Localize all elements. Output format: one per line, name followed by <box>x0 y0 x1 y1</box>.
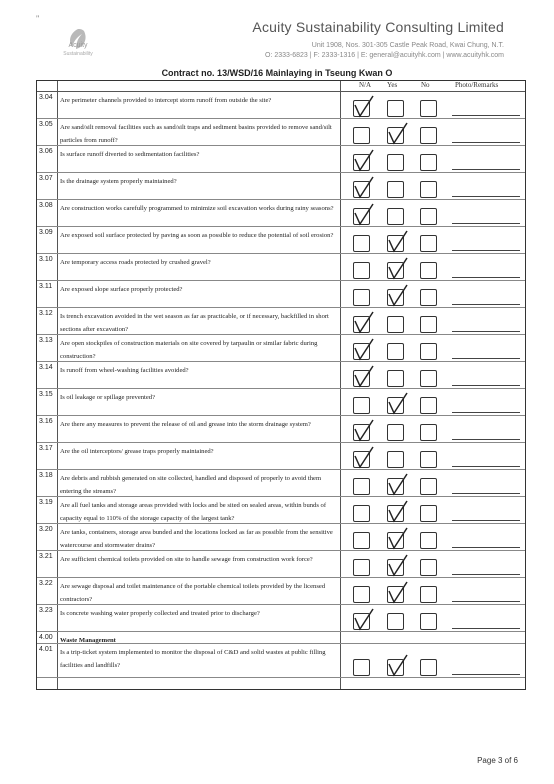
remarks-line[interactable] <box>452 142 520 143</box>
remarks-line[interactable] <box>452 169 520 170</box>
checkbox-yes[interactable] <box>387 181 404 198</box>
checkbox-no[interactable] <box>420 370 437 387</box>
check-mark-icon <box>352 95 376 119</box>
check-mark-icon <box>386 284 410 308</box>
item-question: Is oil leakage or spillage prevented? <box>60 394 156 401</box>
remarks-line[interactable] <box>452 331 520 332</box>
checkbox-no[interactable] <box>420 208 437 225</box>
item-number: 3.13 <box>39 337 53 344</box>
checklist-row <box>37 578 525 605</box>
checkbox-na[interactable] <box>353 289 370 306</box>
checklist-row <box>37 92 525 119</box>
checklist-row <box>37 119 525 146</box>
remarks-line[interactable] <box>452 547 520 548</box>
check-mark-icon <box>386 122 410 146</box>
item-number: 3.22 <box>39 580 53 587</box>
company-name: Acuity Sustainability Consulting Limited <box>252 19 504 35</box>
checkbox-no[interactable] <box>420 181 437 198</box>
checkbox-na[interactable] <box>353 559 370 576</box>
checklist-row <box>37 308 525 335</box>
checkbox-no[interactable] <box>420 316 437 333</box>
item-number: 3.09 <box>39 229 53 236</box>
item-number: 4.00 <box>39 634 53 641</box>
item-question: Are temporary access roads protected by crushed gravel? <box>60 259 211 266</box>
item-number: 3.16 <box>39 418 53 425</box>
checkbox-yes[interactable] <box>387 659 404 676</box>
item-number: 3.06 <box>39 148 53 155</box>
item-number: 3.15 <box>39 391 53 398</box>
check-mark-icon <box>386 527 410 551</box>
corner-mark: " <box>36 14 40 23</box>
checkbox-na[interactable] <box>353 100 370 117</box>
checkbox-no[interactable] <box>420 424 437 441</box>
checklist-row <box>37 362 525 389</box>
checkbox-yes[interactable] <box>387 451 404 468</box>
checklist-row <box>37 644 525 678</box>
checkbox-na[interactable] <box>353 154 370 171</box>
item-number: 3.17 <box>39 445 53 452</box>
check-mark-icon <box>386 473 410 497</box>
item-question: Is runoff from wheel-washing facilities avoided? <box>60 367 189 374</box>
checklist-row <box>37 281 525 308</box>
checkbox-yes[interactable] <box>387 343 404 360</box>
item-question: Are the oil interceptors/ grease traps properly maintained? <box>60 448 214 455</box>
checkbox-na[interactable] <box>353 532 370 549</box>
item-question: Is a trip-ticket system implemented to monitor the disposal of C&D and solid wastes at public filling facilities and landfills? <box>60 649 326 669</box>
remarks-line[interactable] <box>452 250 520 251</box>
item-number: 3.11 <box>39 283 53 290</box>
checkbox-no[interactable] <box>420 289 437 306</box>
checkbox-yes[interactable] <box>387 478 404 495</box>
remarks-line[interactable] <box>452 520 520 521</box>
check-mark-icon <box>352 446 376 470</box>
logo-name: Acuity <box>68 42 88 49</box>
checkbox-na[interactable] <box>353 613 370 630</box>
check-mark-icon <box>352 608 376 632</box>
checklist-table <box>36 80 526 690</box>
checkbox-no[interactable] <box>420 100 437 117</box>
checkbox-no[interactable] <box>420 343 437 360</box>
remarks-line[interactable] <box>452 601 520 602</box>
checkbox-yes[interactable] <box>387 127 404 144</box>
checkbox-yes[interactable] <box>387 262 404 279</box>
item-question: Is the drainage system properly maintained? <box>60 178 177 185</box>
checklist-row <box>37 173 525 200</box>
checklist-row <box>37 335 525 362</box>
check-mark-icon <box>386 257 410 281</box>
item-number: 3.21 <box>39 553 53 560</box>
col-header-yes: Yes <box>387 81 398 89</box>
item-question: Are sewage disposal and toilet maintenance of the portable chemical toilets provided by the licensed contractors? <box>60 583 326 603</box>
checkbox-no[interactable] <box>420 478 437 495</box>
item-number: 3.19 <box>39 499 53 506</box>
checkbox-yes[interactable] <box>387 613 404 630</box>
check-mark-icon <box>352 338 376 362</box>
checklist-row <box>37 254 525 281</box>
checkbox-na[interactable] <box>353 370 370 387</box>
checklist-row <box>37 227 525 254</box>
checkbox-yes[interactable] <box>387 532 404 549</box>
checkbox-yes[interactable] <box>387 235 404 252</box>
checkbox-no[interactable] <box>420 235 437 252</box>
item-question: Are there any measures to prevent the release of oil and grease into the storm drainage system? <box>60 421 311 428</box>
item-question: Are perimeter channels provided to intercept storm runoff from outside the site? <box>60 97 272 104</box>
check-mark-icon <box>352 203 376 227</box>
checkbox-yes[interactable] <box>387 559 404 576</box>
col-header-remarks: Photo/Remarks <box>455 81 499 89</box>
check-mark-icon <box>352 419 376 443</box>
item-question: Are open stockpiles of construction materials on site covered by tarpaulin or similar fabric during construction? <box>60 340 318 360</box>
checkbox-no[interactable] <box>420 532 437 549</box>
checklist-row <box>37 605 525 632</box>
item-number: 3.18 <box>39 472 53 479</box>
checkbox-no[interactable] <box>420 262 437 279</box>
checklist-row <box>37 146 525 173</box>
checkbox-na[interactable] <box>353 127 370 144</box>
checkbox-na[interactable] <box>353 397 370 414</box>
item-question: Are all fuel tanks and storage areas provided with locks and be sited on sealed areas, within bunds of capacity equal to 110% of the storage capacity of the largest tank? <box>60 502 327 522</box>
item-question: Are exposed soil surface protected by paving as soon as possible to reduce the potential of soil erosion? <box>60 232 334 239</box>
check-mark-icon <box>386 230 410 254</box>
checkbox-yes[interactable] <box>387 397 404 414</box>
checkbox-no[interactable] <box>420 127 437 144</box>
checkbox-yes[interactable] <box>387 208 404 225</box>
remarks-line[interactable] <box>452 439 520 440</box>
checkbox-na[interactable] <box>353 451 370 468</box>
check-mark-icon <box>352 149 376 173</box>
item-number: 3.12 <box>39 310 53 317</box>
checkbox-no[interactable] <box>420 154 437 171</box>
check-mark-icon <box>352 365 376 389</box>
remarks-line[interactable] <box>452 358 520 359</box>
item-question: Is trench excavation avoided in the wet season as far as practicable, or if necessary, backfilled in short sections after excavation? <box>60 313 329 333</box>
remarks-line[interactable] <box>452 196 520 197</box>
item-question: Is concrete washing water properly collected and treated prior to discharge? <box>60 610 260 617</box>
item-question: Is surface runoff diverted to sedimentation facilities? <box>60 151 200 158</box>
checkbox-yes[interactable] <box>387 505 404 522</box>
checklist-row <box>37 632 525 644</box>
checkbox-no[interactable] <box>420 659 437 676</box>
check-mark-icon <box>386 654 410 678</box>
check-mark-icon <box>352 311 376 335</box>
checkbox-na[interactable] <box>353 586 370 603</box>
checkbox-yes[interactable] <box>387 289 404 306</box>
checkbox-na[interactable] <box>353 424 370 441</box>
checklist-row <box>37 524 525 551</box>
item-number: 3.23 <box>39 607 53 614</box>
check-mark-icon <box>352 176 376 200</box>
checkbox-yes[interactable] <box>387 424 404 441</box>
logo-tagline: Sustainability <box>63 51 93 57</box>
checklist-row <box>37 443 525 470</box>
checklist-row <box>37 200 525 227</box>
item-question: Are construction works carefully programmed to minimize soil excavation works during rainy seasons? <box>60 205 334 212</box>
checkbox-yes[interactable] <box>387 100 404 117</box>
checkbox-no[interactable] <box>420 559 437 576</box>
check-mark-icon <box>386 500 410 524</box>
checkbox-no[interactable] <box>420 397 437 414</box>
item-question: Are debris and rubbish generated on site collected, handled and disposed of properly to avoid them entering the streams? <box>60 475 322 495</box>
checkbox-na[interactable] <box>353 208 370 225</box>
checklist-row <box>37 551 525 578</box>
remarks-line[interactable] <box>452 466 520 467</box>
remarks-line[interactable] <box>452 493 520 494</box>
checkbox-yes[interactable] <box>387 586 404 603</box>
item-question: Are exposed slope surface properly protected? <box>60 286 183 293</box>
section-title: Waste Management <box>60 637 116 644</box>
item-number: 3.07 <box>39 175 53 182</box>
item-number: 3.05 <box>39 121 53 128</box>
check-mark-icon <box>386 581 410 605</box>
remarks-line[interactable] <box>452 385 520 386</box>
item-number: 3.14 <box>39 364 53 371</box>
checkbox-no[interactable] <box>420 586 437 603</box>
checkbox-yes[interactable] <box>387 154 404 171</box>
remarks-line[interactable] <box>452 412 520 413</box>
checkbox-na[interactable] <box>353 316 370 333</box>
checkbox-no[interactable] <box>420 451 437 468</box>
checkbox-na[interactable] <box>353 505 370 522</box>
checkbox-no[interactable] <box>420 505 437 522</box>
checkbox-yes[interactable] <box>387 316 404 333</box>
check-mark-icon <box>386 554 410 578</box>
col-header-na: N/A <box>359 81 372 89</box>
checkbox-no[interactable] <box>420 613 437 630</box>
item-number: 3.04 <box>39 94 53 101</box>
item-question: Are tanks, containers, storage area bunded and the locations locked as far as possible from the sensitive watercourse and stormwater drains? <box>60 529 333 549</box>
checkbox-na[interactable] <box>353 659 370 676</box>
check-mark-icon <box>386 392 410 416</box>
item-question: Are sufficient chemical toilets provided on site to handle sewage from construction work force? <box>60 556 313 563</box>
checkbox-na[interactable] <box>353 478 370 495</box>
remarks-line[interactable] <box>452 628 520 629</box>
checklist-row <box>37 416 525 443</box>
checklist-row <box>37 389 525 416</box>
item-number: 3.08 <box>39 202 53 209</box>
remarks-line[interactable] <box>452 223 520 224</box>
contract-title: Contract no. 13/WSD/16 Mainlaying in Tseung Kwan O <box>161 68 393 78</box>
remarks-line[interactable] <box>452 674 520 675</box>
remarks-line[interactable] <box>452 574 520 575</box>
remarks-line[interactable] <box>452 115 520 116</box>
remarks-line[interactable] <box>452 277 520 278</box>
checkbox-na[interactable] <box>353 262 370 279</box>
col-header-no: No <box>421 81 430 89</box>
checkbox-na[interactable] <box>353 181 370 198</box>
checklist-row <box>37 497 525 524</box>
checklist-row <box>37 470 525 497</box>
page-number: Page 3 of 6 <box>477 756 518 765</box>
remarks-line[interactable] <box>452 304 520 305</box>
company-address: Unit 1908, Nos. 301-305 Castle Peak Road, Kwai Chung, N.T. <box>311 42 504 49</box>
company-contact: O: 2333-6823 | F: 2333-1316 | E: general@acuityhk.com | www.acuityhk.com <box>264 52 504 59</box>
item-number: 3.20 <box>39 526 53 533</box>
item-question: Are sand/silt removal facilities such as sand/silt traps and sediment basins provided to remove sand/silt particles from runoff? <box>60 124 332 144</box>
checkbox-yes[interactable] <box>387 370 404 387</box>
checkbox-na[interactable] <box>353 235 370 252</box>
item-number: 4.01 <box>39 646 53 653</box>
item-number: 3.10 <box>39 256 53 263</box>
checkbox-na[interactable] <box>353 343 370 360</box>
